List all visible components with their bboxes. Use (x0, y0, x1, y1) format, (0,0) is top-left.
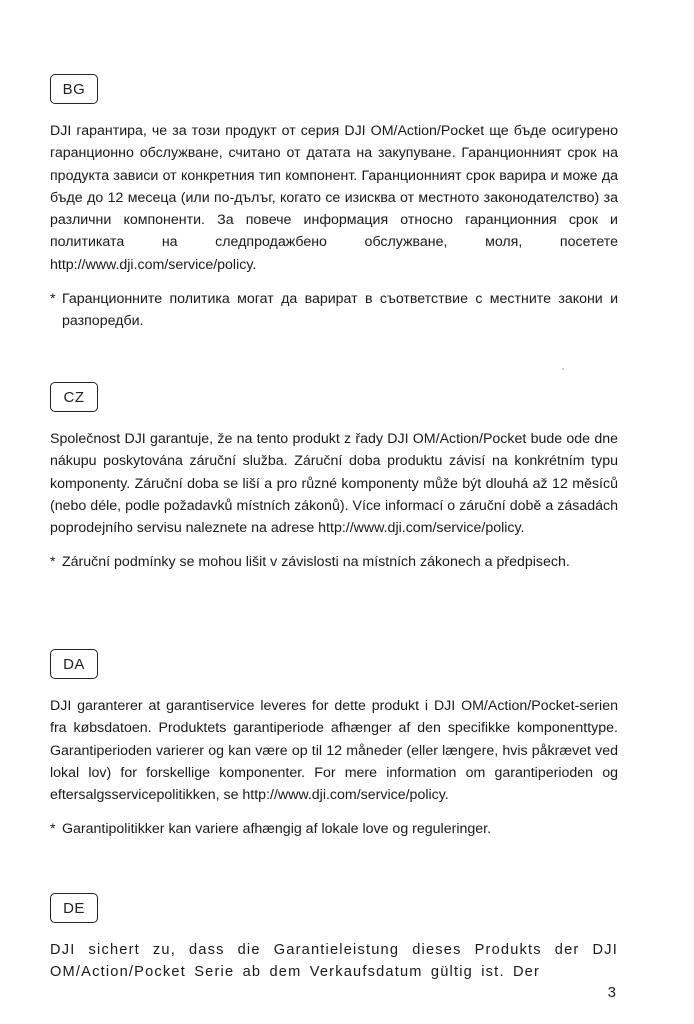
language-badge-de: DE (50, 893, 98, 923)
note-marker: * (50, 291, 56, 308)
section-da-note-text: Garantipolitikker kan variere afhængig af lokale love og reguleringer. (62, 821, 492, 838)
section-da-body: DJI garanterer at garantiservice leveres for dette produkt i DJI OM/Action/Pocket-serien fra købsdatoen. Produktets garantiperiode afhænger af den specifikke komponenttype. Garantiperioden varierer og kan være op til 12 måneder (eller længere, hvis påkrævet ved lokal lov) for forskellige komponenter. For mere information om garantiperioden og eftersalgsservicepolitikken, se http://www.dji.com/service/policy. (50, 698, 618, 804)
section-cz (50, 382, 618, 574)
language-badge-da: DA (50, 649, 98, 679)
section-bg-note-text: Гаранционните политика могат да варират в съответствие с местните закони и разпоредби. (62, 291, 618, 330)
section-da-note (50, 818, 618, 840)
language-badge-bg: BG (50, 74, 98, 104)
section-bg (50, 74, 618, 333)
scan-speck (562, 368, 564, 370)
section-bg-body: DJI гарантира, че за този продукт от серия DJI OM/Action/Pocket ще бъде осигурено гаранционно обслужване, считано от датата на закупуване. Гаранционният срок на продукта зависи от конкретния тип компонент. Гаранционният срок варира и може да бъде до 12 месеца (или по-дълъг, когато се изисква от местното законодателство) за различни компоненти. За повече информация относно гаранционния срок и политиката на следпродажбено обслужване, моля, посетете http://www.dji.com/service/policy. (50, 123, 618, 273)
section-da (50, 649, 618, 841)
section-cz-note-text: Záruční podmínky se mohou lišit v závislosti na místních zákonech a předpisech. (62, 554, 570, 571)
section-de-body: DJI sichert zu, dass die Garantieleistung dieses Produkts der DJI OM/Action/Pocket Serie ab dem Verkaufsdatum gültig ist. Der (50, 942, 618, 981)
note-marker: * (50, 821, 56, 838)
section-cz-note (50, 551, 618, 573)
language-badge-cz: CZ (50, 382, 98, 412)
page-number: 3 (607, 984, 616, 1001)
section-cz-body: Společnost DJI garantuje, že na tento produkt z řady DJI OM/Action/Pocket bude ode dne nákupu poskytována záruční služba. Záruční doba produktu závisí na konkrétním typu komponenty. Záruční doba se liší a pro různé komponenty může být dlouhá až 12 měsíců (nebo déle, podle požadavků místních zákonů). Více informací o záruční době a zásadách poprodejního servisu naleznete na adrese http://www.dji.com/service/policy. (50, 431, 618, 537)
note-marker: * (50, 554, 56, 571)
section-de (50, 893, 618, 984)
section-bg-note (50, 288, 618, 333)
